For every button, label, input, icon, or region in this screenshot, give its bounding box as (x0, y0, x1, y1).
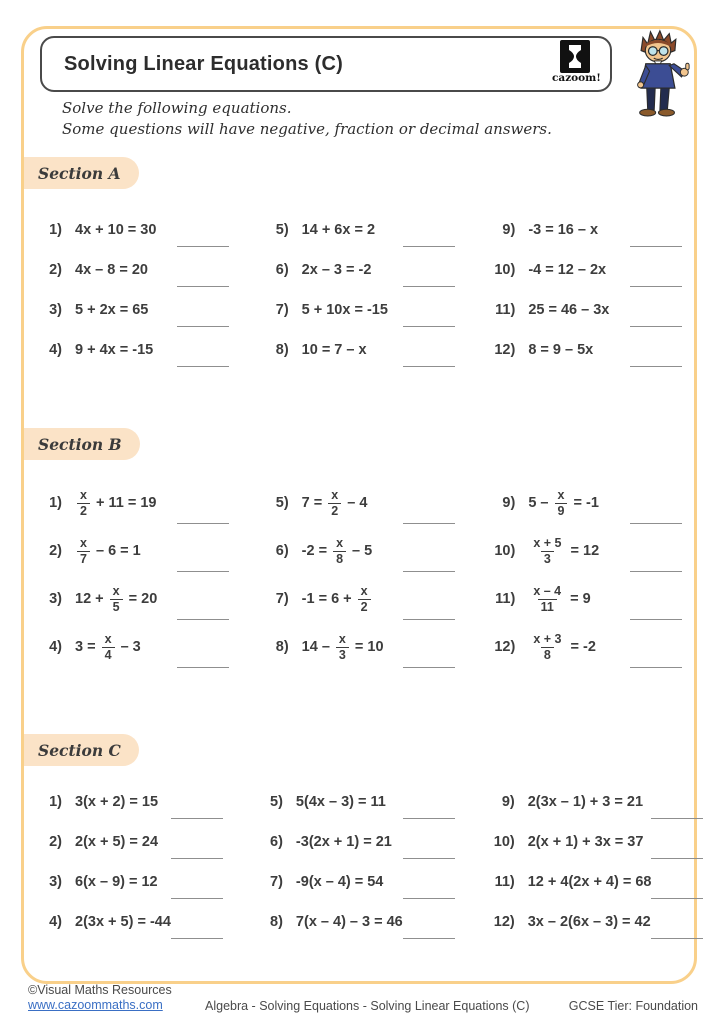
question-row (36, 822, 231, 862)
answer-line (630, 523, 682, 524)
question-number: 5) (270, 794, 283, 810)
question-number: 11) (495, 302, 516, 318)
question-row (263, 479, 464, 527)
equation-text: = -1 (569, 495, 599, 511)
equation (528, 632, 596, 662)
question-number: 6) (275, 543, 289, 559)
question-grid (36, 479, 690, 671)
question-row (263, 623, 464, 671)
instructions (62, 98, 552, 140)
equation (296, 874, 383, 890)
equation-text: 3x – 2(6x – 3) = 42 (527, 914, 651, 930)
equation-text: -9(x – 4) = 54 (295, 874, 384, 890)
equation-text: 6(x – 9) = 12 (75, 874, 158, 890)
question-number: 9) (502, 495, 516, 511)
question-number: 7) (270, 874, 283, 890)
answer-line (651, 858, 703, 859)
question-number: 8) (275, 342, 289, 358)
question-number: 12) (494, 639, 516, 655)
question-number: 9) (502, 222, 516, 238)
equation (75, 222, 156, 238)
equation-text: 5 + 2x = 65 (75, 302, 149, 318)
fraction-numerator: x – 4 (533, 584, 562, 599)
equation (302, 302, 388, 318)
equation (296, 834, 392, 850)
question-number: 2) (49, 543, 62, 559)
question-number: 3) (49, 874, 62, 890)
equation-text: 3 = (75, 639, 100, 655)
fraction-numerator: x (338, 632, 346, 647)
equation-text: 4x + 10 = 30 (75, 222, 157, 238)
question-row (489, 902, 712, 942)
question-row (263, 250, 464, 290)
fraction (358, 584, 371, 614)
fraction-numerator: x (112, 584, 120, 599)
fraction-denominator: 5 (110, 599, 123, 614)
fraction (102, 632, 115, 662)
question-row (263, 290, 464, 330)
equation (528, 488, 599, 518)
equation-text: 3(x + 2) = 15 (75, 794, 159, 810)
question-row (36, 575, 237, 623)
answer-line (171, 818, 223, 819)
equation-text: -3 = 16 – x (528, 222, 599, 238)
fraction (555, 488, 568, 518)
equation (528, 536, 599, 566)
equation-text: 14 + 6x = 2 (301, 222, 376, 238)
fraction-numerator: x (80, 536, 87, 551)
equation-text: 10 = 7 – x (301, 342, 367, 358)
equation (75, 632, 141, 662)
fraction-numerator: x (331, 488, 339, 503)
equation-text: -3(2x + 1) = 21 (295, 834, 392, 850)
equation (296, 914, 403, 930)
equation-text: 2(x + 5) = 24 (75, 834, 159, 850)
question-number: 1) (49, 495, 62, 511)
question-row (257, 822, 463, 862)
question-number: 4) (49, 914, 62, 930)
question-row (36, 210, 237, 250)
fraction (530, 584, 564, 614)
fraction-denominator: 3 (541, 551, 554, 566)
question-number: 3) (49, 591, 62, 607)
section-label: Section A (38, 163, 121, 183)
fraction-denominator: 8 (541, 647, 554, 662)
section-badge (24, 157, 139, 189)
equation-text: 7(x – 4) – 3 = 46 (295, 914, 403, 930)
answer-line (403, 667, 455, 668)
question-number: 8) (270, 914, 283, 930)
question-row (257, 902, 463, 942)
question-grid (36, 210, 690, 370)
question-number: 1) (49, 222, 62, 238)
equation-text: 12 + (75, 591, 108, 607)
fraction (333, 536, 346, 566)
answer-line (630, 619, 682, 620)
equation-text: – 3 (116, 639, 141, 655)
question-number: 10) (494, 262, 516, 278)
question-row (489, 623, 690, 671)
question-number: 12) (493, 914, 515, 930)
instructions-line-1: Solve the following equations. (62, 99, 292, 117)
question-row (489, 782, 712, 822)
equation-text: -1 = 6 + (301, 591, 356, 607)
fraction (336, 632, 349, 662)
equation (528, 342, 593, 358)
question-grid (36, 782, 690, 942)
cazoom-logo-icon (560, 40, 590, 73)
equation-text: – 6 = 1 (91, 543, 141, 559)
equation-text: + 11 = 19 (91, 495, 157, 511)
fraction (328, 488, 341, 518)
question-number: 11) (494, 874, 515, 890)
question-number: 4) (49, 342, 62, 358)
question-row (263, 330, 464, 370)
fraction-numerator: x (360, 584, 368, 599)
equation (302, 222, 375, 238)
equation (302, 342, 367, 358)
equation-text: 5 + 10x = -15 (301, 302, 388, 318)
answer-line (630, 286, 682, 287)
equation (75, 488, 156, 518)
question-number: 10) (494, 543, 516, 559)
question-row (263, 527, 464, 575)
question-row (36, 527, 237, 575)
title-box (40, 36, 612, 92)
fraction-denominator: 9 (555, 503, 568, 518)
equation (528, 794, 643, 810)
equation (302, 584, 373, 614)
question-row (36, 623, 237, 671)
fraction-denominator: 2 (328, 503, 341, 518)
fraction (110, 584, 123, 614)
question-row (257, 862, 463, 902)
answer-line (630, 366, 682, 367)
equation (528, 222, 598, 238)
equation-text: 8 = 9 – 5x (528, 342, 594, 358)
equation (302, 536, 373, 566)
answer-line (177, 667, 229, 668)
answer-line (177, 571, 229, 572)
equation-text: 2x – 3 = -2 (301, 262, 372, 278)
answer-line (403, 523, 455, 524)
answer-line (177, 246, 229, 247)
page-title: Solving Linear Equations (C) (64, 53, 343, 75)
question-row (36, 862, 231, 902)
question-row (36, 782, 231, 822)
question-row (489, 479, 690, 527)
answer-line (630, 326, 682, 327)
question-row (257, 782, 463, 822)
section-label: Section B (38, 434, 122, 454)
equation-text: -4 = 12 – 2x (528, 262, 607, 278)
equation (75, 262, 148, 278)
equation (75, 794, 158, 810)
equation (528, 262, 606, 278)
answer-line (403, 246, 455, 247)
question-number: 8) (275, 639, 289, 655)
question-row (263, 210, 464, 250)
fraction (530, 536, 564, 566)
equation (302, 632, 384, 662)
answer-line (171, 898, 223, 899)
answer-line (403, 818, 455, 819)
equation-text: 25 = 46 – 3x (528, 302, 610, 318)
question-number: 11) (495, 591, 516, 607)
question-row (36, 290, 237, 330)
fraction-numerator: x + 3 (533, 632, 562, 647)
equation-text: = -2 (566, 639, 596, 655)
section-label: Section C (38, 740, 121, 760)
answer-line (403, 286, 455, 287)
answer-line (171, 938, 223, 939)
question-number: 12) (494, 342, 516, 358)
question-row (263, 575, 464, 623)
question-row (489, 527, 690, 575)
equation-text: 2(x + 1) + 3x = 37 (527, 834, 644, 850)
equation (528, 874, 652, 890)
answer-line (403, 938, 455, 939)
question-number: 3) (49, 302, 62, 318)
footer-breadcrumb: Algebra - Solving Equations - Solving Linear Equations (C) (205, 999, 530, 1013)
equation-text: = 12 (566, 543, 600, 559)
equation (528, 302, 609, 318)
question-number: 10) (493, 834, 515, 850)
footer-website-link[interactable]: www.cazoommaths.com (28, 998, 163, 1012)
answer-line (177, 286, 229, 287)
equation (75, 536, 141, 566)
equation-text: 2(3x – 1) + 3 = 21 (527, 794, 644, 810)
equation-text: 9 + 4x = -15 (75, 342, 154, 358)
cazoom-logo-text: cazoom! (552, 72, 601, 84)
question-number: 7) (275, 591, 289, 607)
equation (75, 834, 158, 850)
section-badge (24, 734, 139, 766)
question-number: 5) (275, 495, 289, 511)
answer-line (177, 366, 229, 367)
fraction-numerator: x (80, 488, 87, 503)
fraction-denominator: 11 (538, 599, 557, 614)
answer-line (630, 246, 682, 247)
question-number: 2) (49, 262, 62, 278)
equation-text: 7 = (301, 495, 327, 511)
question-row (36, 330, 237, 370)
question-row (489, 250, 690, 290)
equation-text: = 9 (566, 591, 591, 607)
section-badge (24, 428, 140, 460)
fraction-numerator: x (336, 536, 344, 551)
equation-text: 5 – (528, 495, 553, 511)
equation (75, 342, 153, 358)
equation-text: 5(4x – 3) = 11 (295, 794, 386, 810)
equation-text: – 5 (348, 543, 373, 559)
answer-line (403, 366, 455, 367)
answer-line (651, 818, 703, 819)
answer-line (651, 898, 703, 899)
equation-text: = 20 (124, 591, 158, 607)
fraction-denominator: 2 (358, 599, 371, 614)
footer-tier-label: GCSE Tier: Foundation (568, 999, 698, 1013)
fraction (77, 536, 90, 566)
question-number: 7) (275, 302, 289, 318)
answer-line (403, 571, 455, 572)
fraction-denominator: 8 (333, 551, 346, 566)
fraction (530, 632, 564, 662)
equation-text: – 4 (343, 495, 368, 511)
question-number: 6) (270, 834, 283, 850)
equation-text: 2(3x + 5) = -44 (75, 914, 171, 930)
answer-line (403, 619, 455, 620)
answer-line (177, 523, 229, 524)
answer-line (403, 898, 455, 899)
fraction-numerator: x (557, 488, 565, 503)
question-row (489, 822, 712, 862)
question-number: 2) (49, 834, 62, 850)
question-number: 6) (275, 262, 289, 278)
equation (75, 874, 158, 890)
equation (75, 914, 171, 930)
answer-line (630, 571, 682, 572)
equation (528, 584, 590, 614)
cazoom-logo (552, 40, 601, 84)
equation (75, 302, 148, 318)
fraction-denominator: 3 (336, 647, 349, 662)
question-row (36, 902, 231, 942)
equation (302, 262, 372, 278)
question-row (36, 479, 237, 527)
answer-line (651, 938, 703, 939)
question-number: 9) (501, 794, 515, 810)
equation-text: 4x – 8 = 20 (75, 262, 148, 278)
equation (528, 914, 651, 930)
fraction (77, 488, 90, 518)
equation-text: 12 + 4(2x + 4) = 68 (527, 874, 652, 890)
question-number: 4) (49, 639, 62, 655)
fraction-denominator: 7 (77, 551, 90, 566)
instructions-line-2: Some questions will have negative, fraction or decimal answers. (62, 120, 552, 138)
answer-line (403, 858, 455, 859)
fraction-numerator: x (104, 632, 112, 647)
question-row (489, 290, 690, 330)
answer-line (177, 619, 229, 620)
answer-line (403, 326, 455, 327)
question-row (489, 862, 712, 902)
boy-mascot-icon (614, 28, 702, 122)
fraction-numerator: x + 5 (533, 536, 562, 551)
equation-text: -2 = (301, 543, 332, 559)
question-number: 1) (49, 794, 62, 810)
footer-copyright: ©Visual Maths Resources (28, 983, 172, 997)
answer-line (630, 667, 682, 668)
fraction-denominator: 4 (102, 647, 115, 662)
equation-text: 14 – (301, 639, 334, 655)
answer-line (171, 858, 223, 859)
equation (528, 834, 644, 850)
question-row (36, 250, 237, 290)
fraction-denominator: 2 (77, 503, 90, 518)
question-number: 5) (275, 222, 289, 238)
question-row (489, 210, 690, 250)
equation (296, 794, 386, 810)
equation-text: = 10 (350, 639, 384, 655)
question-row (489, 575, 690, 623)
question-row (489, 330, 690, 370)
answer-line (177, 326, 229, 327)
equation (75, 584, 157, 614)
equation (302, 488, 368, 518)
